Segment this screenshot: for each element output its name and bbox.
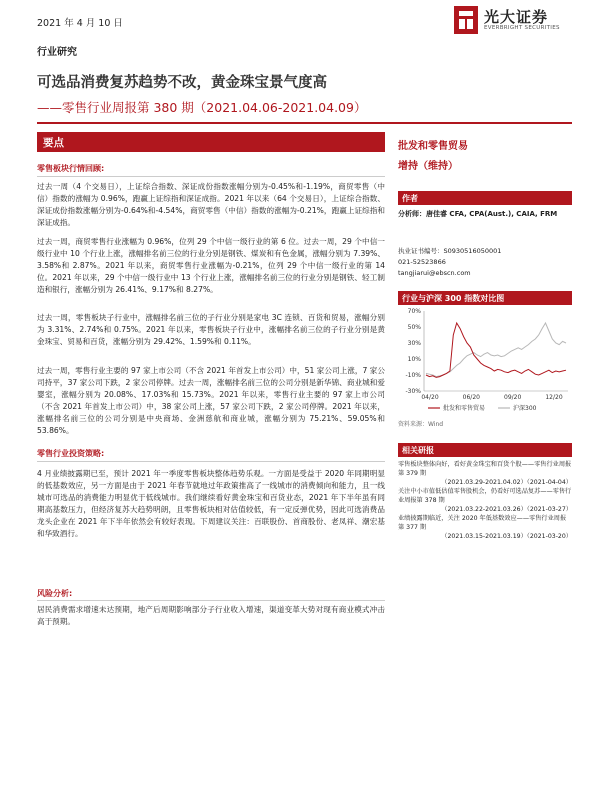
index-comparison-chart <box>398 305 572 418</box>
paragraph-1: 过去一周（4 个交易日），上证综合指数、深证成份指数涨幅分别为-0.45%和-1.19%，商贸零售（中信）指数的涨幅为 0.96%，跑赢上证综指和深证成指。2021 年以来（64 个交易日），上证综合指数、深证成份指数涨幅分别为-0.64%和-4.54%，商贸零售（中信）指数的涨幅为-0.21%，跑赢上证综指和深证成指。 <box>37 182 385 227</box>
paragraph-2: 过去一周，商贸零售行业涨幅为 0.96%，位列 29 个中信一级行业的第 6 位。过去一周，29 个中信一级行业中 10 个行业上涨，涨幅排名前三位的行业分别是钢铁、煤炭和有色金属，涨幅分别为 7.39%、3.58%和 2.87%。2021 年以来，商贸零售行业涨幅为-0.21%，位列 29 个中信一级行业的第 14 位。2021 年以来，29 个中信一级行业中 13 个行业上涨，涨幅排名前三位的行业分别是钢铁、轻工制造和银行，涨幅分别为 26.41%、9.17%和 8.27%。 <box>37 237 385 294</box>
y-tick-label: 30% <box>407 340 421 347</box>
chart-label: 行业与沪深 300 指数对比图 <box>402 294 505 303</box>
brand-logo <box>454 4 572 38</box>
author-bar <box>398 191 572 205</box>
x-tick-label: 06/20 <box>462 394 480 401</box>
rating: 增持（维持） <box>398 161 458 172</box>
related-item-date: （2021.03.29-2021.04.02）（2021-04-04） <box>441 479 572 486</box>
y-tick-label: 50% <box>407 324 421 331</box>
risk-heading: 风险分析: <box>37 589 73 598</box>
divider <box>37 461 385 462</box>
x-tick-label: 12/20 <box>545 394 563 401</box>
y-tick-label: 70% <box>407 308 421 315</box>
analyst-name: 分析师：唐佳睿 CFA, CPA(Aust.), CAIA, FRM <box>398 210 558 218</box>
logo-text: 光大证券 <box>484 8 549 26</box>
license-number: 执业证书编号：S0930516050001 <box>398 247 502 255</box>
related-bar <box>398 443 572 457</box>
section-tag: 行业研究 <box>37 47 77 58</box>
paragraph-3: 过去一周，零售板块子行业中，涨幅排名前三位的子行业分别是家电 3C 连锁、百货和贸易，涨幅分别为 3.31%、2.74%和 0.75%。2021 年以来，零售板块子行业中，涨幅排名前三位的子行业分别是黄金珠宝、贸易和百货，涨幅分别为 29.42%、1.59%和 0.11%。 <box>37 313 385 346</box>
market-review-heading: 零售板块行情回顾: <box>37 164 105 173</box>
related-label: 相关研报 <box>402 446 434 455</box>
key-points-label: 要点 <box>43 137 64 149</box>
chart-bar <box>398 291 572 305</box>
x-tick-label: 09/20 <box>504 394 522 401</box>
y-tick-label: -30% <box>405 388 421 395</box>
paragraph-5: 4 月业绩披露期已至，预计 2021 年一季度零售板块整体趋势乐观。一方面是受益于 2020 年同期明显的低基数效应，另一方面是由于 2021 年春节就地过年政策推高了一线城市的消费倾向和能力，且一线城市可选品的消费能力明显优于低线城市。我们继续看好黄金珠宝和百货业态，2021 年下半年虽有同期高基数压力，但经济复苏大趋势明朗，且零售板块相对估值较低，有一定反弹优势，因此可选消费品龙头企业在 2021 年下半年依然会有较好表现。下周建议关注：百联股份、首商股份、老凤祥、潮宏基和华致酒行。 <box>37 469 385 538</box>
divider <box>37 176 385 177</box>
series-line <box>426 323 566 377</box>
y-tick-label: -10% <box>405 372 421 379</box>
author-label: 作者 <box>402 194 418 203</box>
report-subtitle: ——零售行业周报第 380 期（2021.04.06-2021.04.09） <box>37 100 367 115</box>
phone-number: 021-52523866 <box>398 258 446 266</box>
related-item-date: （2021.03.15-2021.03.19）（2021-03-20） <box>441 533 572 540</box>
related-item[interactable]: 业绩披露期临近，关注 2020 年低基数效应——零售行业周报第 377 期 <box>398 515 567 531</box>
legend-label: 批发和零售贸易 <box>443 405 486 412</box>
series-line <box>426 323 566 377</box>
industry-name: 批发和零售贸易 <box>398 141 468 152</box>
logo-mark-icon <box>454 6 478 34</box>
report-date: 2021 年 4 月 10 日 <box>37 18 123 29</box>
related-list <box>398 460 572 541</box>
title-divider <box>37 122 572 124</box>
paragraph-4: 过去一周，零售行业主要的 97 家上市公司（不含 2021 年首发上市公司）中，51 家公司上涨，7 家公司持平，37 家公司下跌，2 家公司停牌。过去一周，涨幅排名前三位的公司分别是新华锦、商业城和爱婴室，涨幅分别为 20.08%、17.03%和 15.73%。2021 年以来，零售行业主要的 97 家上市公司（不含 2021 年首发上市公司）中，38 家公司上涨，57 家公司下跌，2 家公司停牌。2021 年以来，涨幅排名前三位的公司分别是中央商场、金洲慈航和商业城，涨幅分别为 75.21%、59.05%和 53.86%。 <box>37 366 385 435</box>
y-tick-label: 10% <box>407 356 421 363</box>
related-item-date: （2021.03.22-2021.03.26）（2021-03-27） <box>441 506 572 513</box>
x-tick-label: 04/20 <box>421 394 439 401</box>
related-item[interactable]: 零售板块整体向好，看好黄金珠宝和百货个股——零售行业周报第 379 期 <box>398 461 572 477</box>
chart-source: 资料来源：Wind <box>398 421 444 428</box>
paragraph-6: 居民消费需求增速未达预期，地产后周期影响部分子行业收入增速，渠道变革大势对现有商业模式冲击高于预期。 <box>37 605 385 626</box>
key-points-bar <box>37 132 385 152</box>
legend-label: 沪深300 <box>513 405 537 412</box>
divider <box>37 600 385 601</box>
email-address: tangjiarui@ebscn.com <box>398 269 471 277</box>
logo-subtext: EVERBRIGHT SECURITIES <box>484 25 560 31</box>
related-item[interactable]: 关注中小市值低估值零售股机会，仍看好可选品复苏——零售行业周报第 378 期 <box>398 488 572 504</box>
report-title: 可选品消费复苏趋势不改，黄金珠宝景气度高 <box>37 75 327 91</box>
strategy-heading: 零售行业投资策略: <box>37 449 105 458</box>
